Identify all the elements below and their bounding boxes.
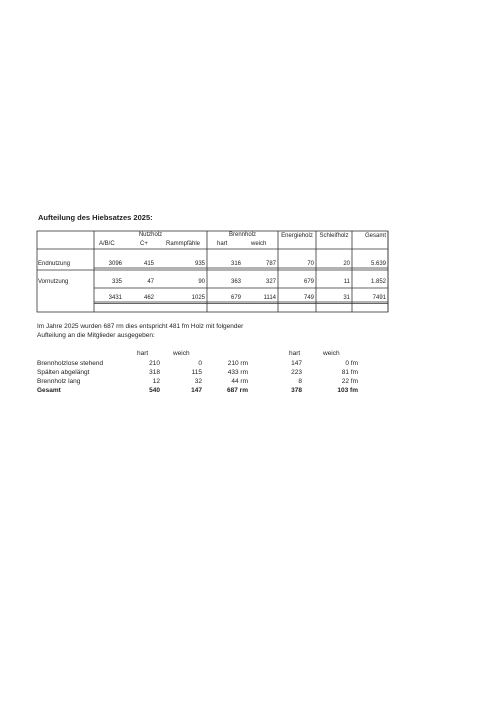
list-item-value: 318 [149,369,160,376]
header-gesamt: Gesamt [364,233,386,239]
list-item-label: Gesamt [37,387,61,394]
table-cell: 679 [303,279,314,285]
table-cell: 749 [303,295,314,301]
table-cell: 1.852 [370,279,386,285]
list-item-value: 103 fm [337,387,358,394]
list-item-value: 433 rm [227,369,248,376]
table-cell: 3096 [108,261,122,267]
table-cell: 20 [343,261,350,267]
subheader-abc: A/B/C [99,241,115,247]
table-cell: 3431 [108,295,122,301]
table-cell: 335 [111,279,122,285]
header-brennholz: Brennholz [228,232,257,238]
list-item-value: 22 fm [341,378,358,385]
dist-header-hart-fm: hart [289,350,301,357]
table-cell: 316 [230,261,241,267]
list-item-label: Brennholzlose stehend [37,360,104,367]
table-cell: 47 [147,279,154,285]
row-label: Endnutzung [38,261,71,267]
subheader-hart: hart [217,241,228,247]
table-cell: 462 [143,295,154,301]
list-item-label: Brennholz lang [37,378,81,385]
header-schleifholz: Schleifholz [319,233,349,239]
table-cell: 679 [230,295,241,301]
dist-header-hart: hart [137,350,149,357]
table-cell: 935 [194,261,205,267]
table-cell: 1025 [191,295,205,301]
list-item-value: 8 [298,378,302,385]
list-item-label: Spälten abgelängt [37,369,90,376]
dist-header-weich-fm: weich [323,350,340,357]
list-item-value: 540 [149,387,160,394]
dist-header-weich: weich [173,350,190,357]
table-cell: 787 [265,261,276,267]
list-item-value: 32 [194,378,202,385]
table-cell: 363 [230,279,241,285]
table-cell: 327 [265,279,276,285]
table-cell: 11 [343,279,350,285]
header-nutzholz: Nutzholz [138,232,163,238]
list-item-value: 147 [191,387,202,394]
table-cell: 1114 [263,295,276,301]
table-cell: 70 [307,261,314,267]
list-item-value: 210 [149,360,160,367]
table-cell: 415 [143,261,154,267]
list-item-value: 687 rm [227,387,248,394]
row-label: Vornutzung [38,279,69,285]
list-item-value: 378 [291,387,302,394]
list-item-value: 12 [152,378,160,385]
list-item-value: 0 [198,360,202,367]
list-item-value: 81 fm [341,369,358,376]
list-item-value: 115 [191,369,202,376]
subheader-cplus: C+ [140,241,148,247]
list-item-value: 210 rm [227,360,248,367]
table-cell: 7491 [372,295,386,301]
table-cell: 90 [198,279,205,285]
list-item-value: 147 [291,360,302,367]
table-cell: 5.639 [370,261,386,267]
header-energieholz: Energieholz [281,233,313,239]
list-item-value: 223 [291,369,302,376]
section-title: Aufteilung des Hiebsatzes 2025: [38,213,153,222]
paragraph-line: Aufteilung an die Mitglieder ausgegeben: [37,332,155,339]
subheader-rammpfaehle: Rammpfähle [166,241,201,247]
table-cell: 31 [343,295,350,301]
list-item-value: 44 rm [231,378,248,385]
subheader-weich: weich [251,241,267,247]
paragraph-line: Im Jahre 2025 wurden 687 rm dies entspricht 481 fm Holz mit folgender [37,323,244,330]
list-item-value: 0 fm [345,360,358,367]
